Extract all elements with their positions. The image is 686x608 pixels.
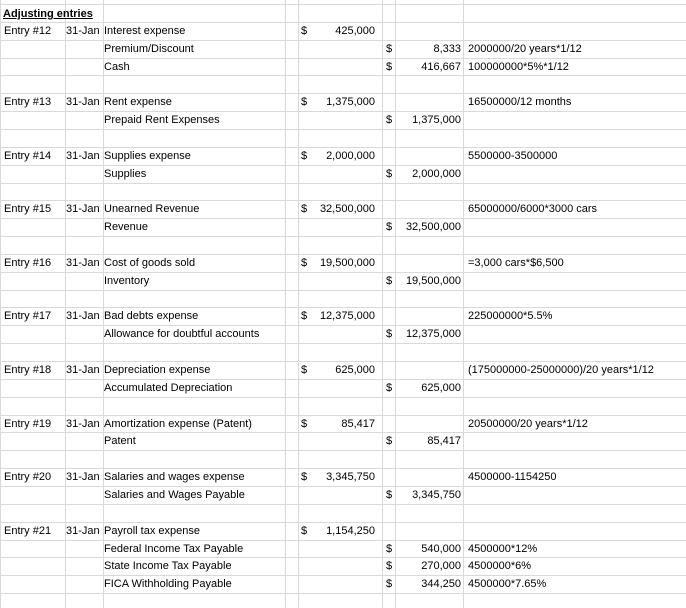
credit-amount: 344,250 [421,578,461,590]
credit-currency-sign: $ [386,61,393,73]
debit-currency-sign: $ [301,418,308,430]
entry-date: 31-Jan [66,203,100,215]
calculation-note: 2000000/20 years*1/12 [468,43,582,55]
credit-currency-sign: $ [386,43,393,55]
debit-account: Rent expense [104,96,172,108]
credit-account: Premium/Discount [104,43,194,55]
entry-date: 31-Jan [66,257,100,269]
entry-label: Entry #17 [4,310,52,322]
debit-currency-sign: $ [301,310,308,322]
entry-label: Entry #12 [4,25,52,37]
credit-currency-sign: $ [386,382,393,394]
debit-amount: 2,000,000 [326,150,375,162]
credit-account: Supplies [104,168,147,180]
credit-currency-sign: $ [386,489,393,501]
credit-amount: 1,375,000 [412,114,461,126]
calculation-note: (175000000-25000000)/20 years*1/12 [468,364,654,376]
calculation-note: 4500000*7.65% [468,578,547,590]
entry-date: 31-Jan [66,525,100,537]
debit-amount: 3,345,750 [326,471,375,483]
debit-account: Amortization expense (Patent) [104,418,252,430]
credit-account: Patent [104,435,136,447]
entry-label: Entry #14 [4,150,52,162]
debit-account: Cost of goods sold [104,257,196,269]
credit-currency-sign: $ [386,328,393,340]
credit-amount: 32,500,000 [405,221,461,233]
entry-date: 31-Jan [66,25,100,37]
debit-amount: 85,417 [341,418,375,430]
credit-currency-sign: $ [386,275,393,287]
debit-amount: 625,000 [335,364,375,376]
credit-account: Federal Income Tax Payable [104,543,244,555]
entry-label: Entry #13 [4,96,52,108]
debit-amount: 1,154,250 [326,525,375,537]
entry-date: 31-Jan [66,310,100,322]
entry-date: 31-Jan [66,150,100,162]
debit-account: Interest expense [104,25,186,37]
credit-account: Revenue [104,221,149,233]
debit-amount: 32,500,000 [319,203,375,215]
credit-account: Accumulated Depreciation [104,382,233,394]
credit-account: Allowance for doubtful accounts [104,328,260,340]
credit-amount: 2,000,000 [412,168,461,180]
debit-amount: 12,375,000 [319,310,375,322]
credit-amount: 540,000 [421,543,461,555]
calculation-note: 100000000*5%*1/12 [468,61,569,73]
credit-currency-sign: $ [386,560,393,572]
entry-date: 31-Jan [66,364,100,376]
debit-account: Bad debts expense [104,310,199,322]
entry-date: 31-Jan [66,418,100,430]
calculation-note: 225000000*5.5% [468,310,553,322]
credit-amount: 625,000 [421,382,461,394]
debit-currency-sign: $ [301,364,308,376]
calculation-note: 5500000-3500000 [468,150,558,162]
debit-account: Unearned Revenue [104,203,200,215]
debit-amount: 1,375,000 [326,96,375,108]
credit-currency-sign: $ [386,435,393,447]
credit-account: Prepaid Rent Expenses [104,114,220,126]
calculation-note: 4500000*6% [468,560,532,572]
calculation-note: 16500000/12 months [468,96,572,108]
credit-amount: 85,417 [427,435,461,447]
debit-amount: 19,500,000 [319,257,375,269]
credit-amount: 270,000 [421,560,461,572]
calculation-note: 20500000/20 years*1/12 [468,418,588,430]
credit-amount: 19,500,000 [405,275,461,287]
credit-currency-sign: $ [386,221,393,233]
entry-date: 31-Jan [66,471,100,483]
calculation-note: =3,000 cars*$6,500 [468,257,564,269]
credit-account: Cash [104,61,130,73]
entry-label: Entry #16 [4,257,52,269]
entry-label: Entry #18 [4,364,52,376]
calculation-note: 65000000/6000*3000 cars [468,203,598,215]
debit-currency-sign: $ [301,471,308,483]
calculation-note: 4500000-1154250 [468,471,557,483]
debit-currency-sign: $ [301,25,308,37]
sheet-title: Adjusting entries [3,8,93,20]
credit-amount: 416,667 [421,61,461,73]
credit-account: FICA Withholding Payable [104,578,232,590]
entry-label: Entry #15 [4,203,52,215]
debit-currency-sign: $ [301,96,308,108]
debit-currency-sign: $ [301,203,308,215]
debit-account: Supplies expense [104,150,191,162]
credit-account: State Income Tax Payable [104,560,232,572]
credit-currency-sign: $ [386,168,393,180]
calculation-note: 4500000*12% [468,543,538,555]
credit-amount: 12,375,000 [405,328,461,340]
entry-date: 31-Jan [66,96,100,108]
debit-account: Depreciation expense [104,364,211,376]
debit-currency-sign: $ [301,525,308,537]
debit-currency-sign: $ [301,150,308,162]
credit-amount: 8,333 [433,43,461,55]
credit-currency-sign: $ [386,114,393,126]
credit-currency-sign: $ [386,543,393,555]
entry-label: Entry #20 [4,471,52,483]
credit-account: Salaries and Wages Payable [104,489,245,501]
debit-account: Salaries and wages expense [104,471,245,483]
credit-currency-sign: $ [386,578,393,590]
credit-amount: 3,345,750 [412,489,461,501]
debit-amount: 425,000 [335,25,375,37]
debit-currency-sign: $ [301,257,308,269]
entry-label: Entry #19 [4,418,52,430]
credit-account: Inventory [104,275,150,287]
entry-label: Entry #21 [4,525,52,537]
debit-account: Payroll tax expense [104,525,200,537]
